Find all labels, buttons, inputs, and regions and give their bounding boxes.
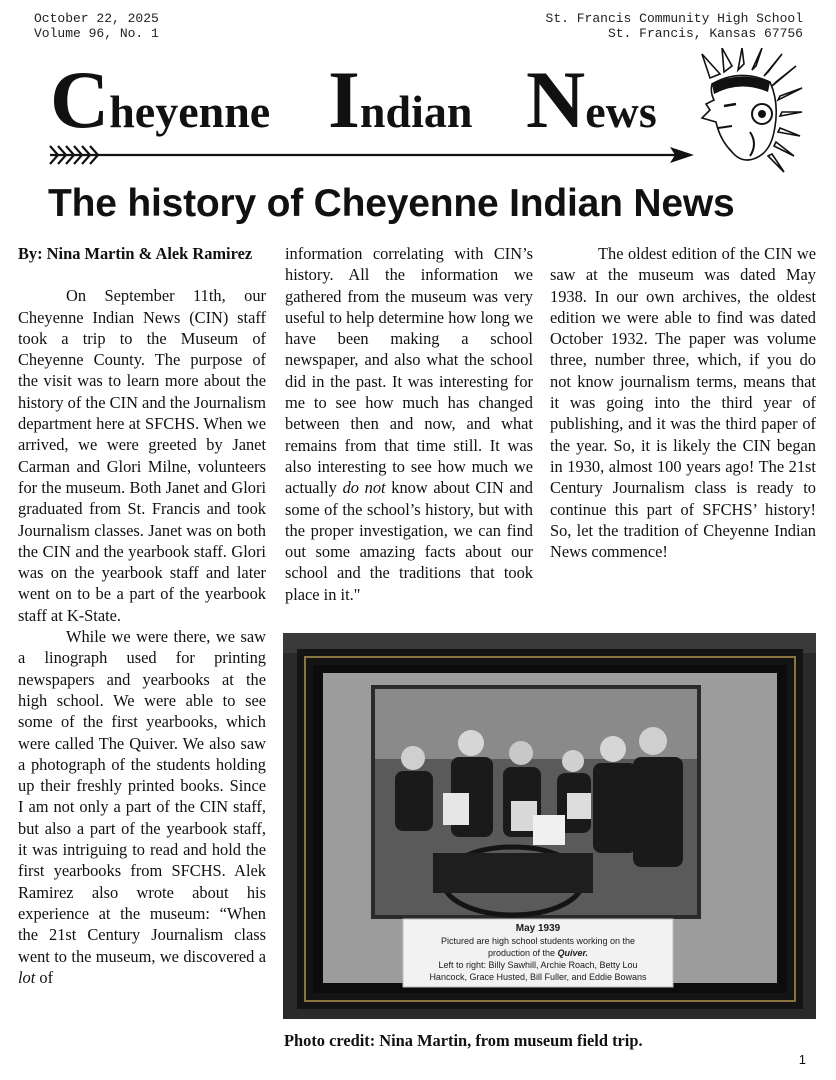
masthead-arrow-icon <box>48 143 698 169</box>
school-location: St. Francis, Kansas 67756 <box>607 26 803 41</box>
photo-credit: Photo credit: Nina Martin, from museum field trip. <box>284 1031 643 1050</box>
article-column-3 <box>550 243 816 562</box>
article-paragraph-1: On September 11th, our Cheyenne Indian News (CIN) staff took a trip to the Museum of Cheyenne County. The purpose of the visit was to learn more about the history of the CIN and the Journalism department here at SFCHS. When we arrived, we were greeted by Janet Carman and Glori Milne, volunteers for the museum. Both Janet and Glori graduated from St. Francis and took Journalism classes. Janet was on both the CIN and the yearbook staff. Glori was on the yearbook staff and later went on to be a part of the yearbook staff at K-State. <box>18 286 266 625</box>
article-column-1 <box>18 243 266 988</box>
photo-label-line1: Pictured are high school students working on the <box>440 936 636 946</box>
article-paragraph-2-start: While we were there, we saw a linograph used for printing newspapers and yearbooks at the high school. We were able to see some of the first yearbooks, which were called The Quiver. We also saw a photograph of the students holding up their freshly printed books. Since I am not only a part of the CIN staff, but also a part of the yearbook staff, it was intriguing to read and hold the first yearbooks from SFCHS. Alek Ramirez also wrote about his experience at the museum: “When the 21st Century Journalism class went to the museum, we discovered a lot of <box>18 627 266 987</box>
masthead-word-indian: Indian <box>328 54 473 145</box>
framed-photograph-image <box>283 633 816 1019</box>
photo-label-line2: production of the Quiver. <box>487 948 589 958</box>
article-column-2 <box>285 243 533 605</box>
photo-label-title: May 1939 <box>515 923 561 934</box>
school-info <box>546 11 803 41</box>
article-paragraph-2-continued: information correlating with CIN’s history. All the information we gathered from the museum was very useful to help determine how long we have been making a school newspaper, and also what the school did in the past. It was interesting for me to see how much has changed between then and now, and what remains from that time still. It was also interesting to see how much we actually do not know about CIN and some of the school’s history, but with the proper investigation, we can find out some amazing facts about our school and the traditions that took place in it." <box>285 244 533 604</box>
chief-headdress-icon <box>680 48 804 174</box>
article-paragraph-3: The oldest edition of the CIN we saw at the museum was dated May 1938. In our own archives, the oldest edition we were able to find was dated October 1932. The paper was volume three, number three, which, if you do not know journalism terms, means that it was going into the third year of publishing, and it was the third paper of the year. So, it is likely the CIN began in 1930, almost 100 years ago! The 21st Century Journalism class is ready to continue this part of SFCHS’ history! So, let the tradition of Cheyenne Indian News commence! <box>550 244 816 562</box>
museum-photo <box>283 633 816 1019</box>
article-byline: By: Nina Martin & Alek Ramirez <box>18 244 253 263</box>
masthead-word-cheyenne: Cheyenne <box>50 54 271 145</box>
school-name: St. Francis Community High School <box>545 11 803 26</box>
issue-volume: Volume 96, No. 1 <box>34 26 159 41</box>
page-number: 1 <box>798 1052 806 1067</box>
masthead-word-news: News <box>526 54 657 145</box>
issue-date: October 22, 2025 <box>34 11 159 26</box>
issue-info <box>34 11 159 41</box>
photo-label-line3: Left to right: Billy Sawhill, Archie Roach, Betty Lou <box>438 960 638 970</box>
article-headline: The history of Cheyenne Indian News <box>48 182 735 225</box>
photo-label-line4: Hancock, Grace Husted, Bill Fuller, and Eddie Bowans <box>429 972 647 982</box>
masthead-title <box>50 54 670 145</box>
